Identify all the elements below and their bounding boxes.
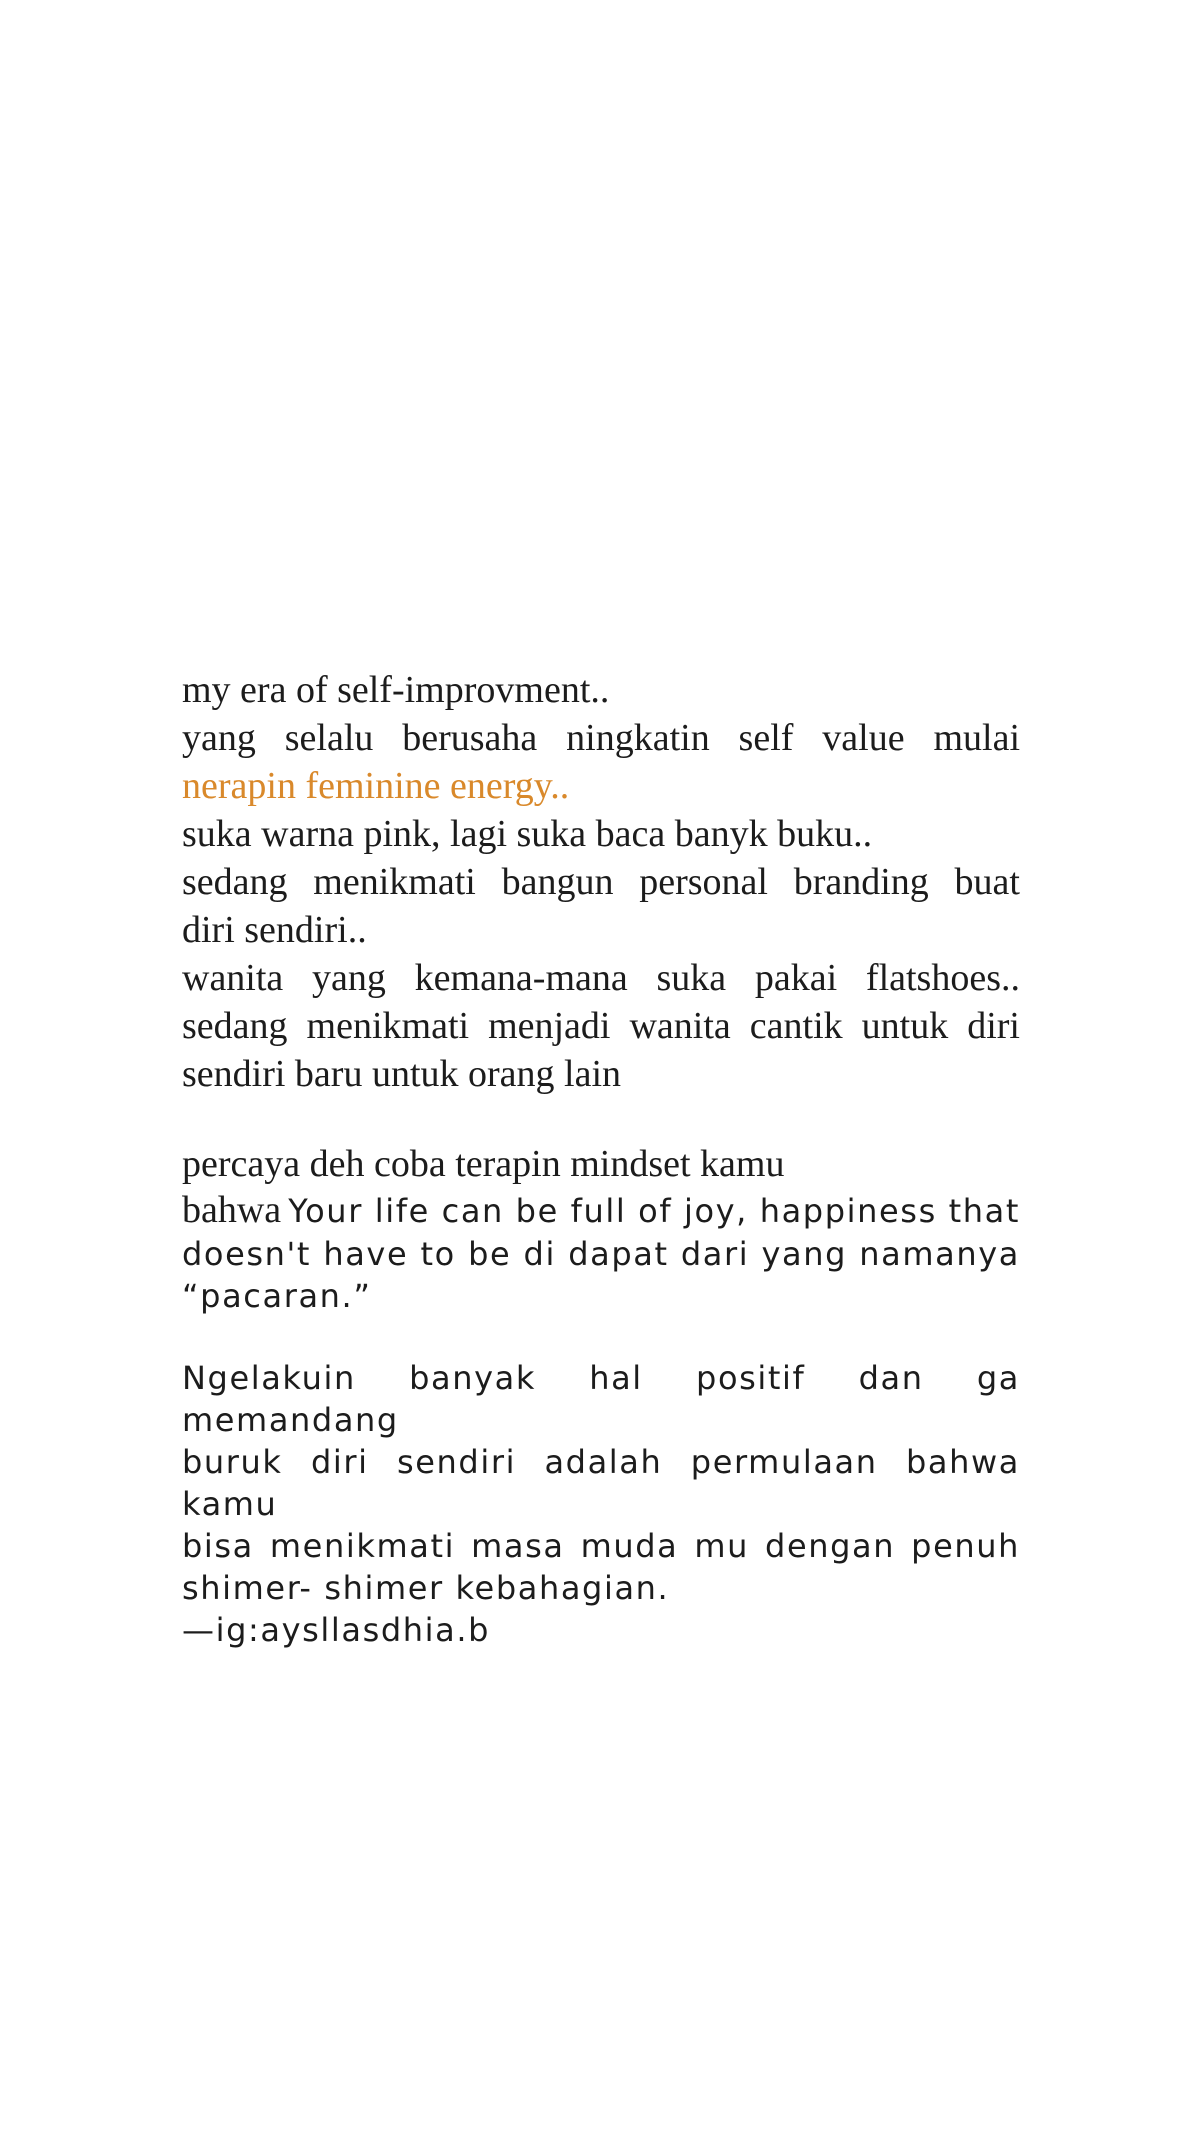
text-line: shimer- shimer kebahagian.: [182, 1569, 670, 1607]
paragraph-self-improvement: [182, 666, 1020, 1098]
text-line: buruk diri sendiri adalah permulaan bahwa kamu: [182, 1443, 1020, 1523]
highlight-text: nerapin feminine energy..: [182, 765, 570, 807]
text-fragment: bahwa: [182, 1189, 282, 1231]
text-line: percaya deh coba terapin mindset kamu: [182, 1143, 785, 1185]
text-line: bisa menikmati masa muda mu dengan penuh: [182, 1527, 1020, 1565]
paragraph-mindset: [182, 1140, 1020, 1317]
text-line: Ngelakuin banyak hal positif dan ga memandang: [182, 1359, 1020, 1439]
paragraph-positive: [182, 1357, 1020, 1651]
quote-text-block: [182, 666, 1020, 1651]
text-line: yang selalu berusaha ningkatin self value mulai: [182, 717, 1020, 759]
text-line: wanita yang kemana-mana suka pakai flatshoes..: [182, 957, 1020, 999]
text-line: suka warna pink, lagi suka baca banyk buku..: [182, 813, 873, 855]
text-line: sedang menikmati menjadi wanita cantik untuk diri: [182, 1005, 1020, 1047]
text-fragment: Your life can be full of joy, happiness that: [288, 1192, 1020, 1230]
paragraph-spacer: [182, 1317, 1020, 1357]
text-line: diri sendiri..: [182, 909, 367, 951]
signature: —ig:aysllasdhia.b: [182, 1611, 491, 1649]
text-line: “pacaran.”: [182, 1277, 372, 1315]
text-line: sedang menikmati bangun personal branding buat: [182, 861, 1020, 903]
text-line: my era of self-improvment..: [182, 669, 610, 711]
paragraph-spacer: [182, 1098, 1020, 1140]
text-line: doesn't have to be di dapat dari yang namanya: [182, 1235, 1020, 1273]
text-line-mixed: [182, 1188, 1020, 1233]
text-line: sendiri baru untuk orang lain: [182, 1053, 622, 1095]
